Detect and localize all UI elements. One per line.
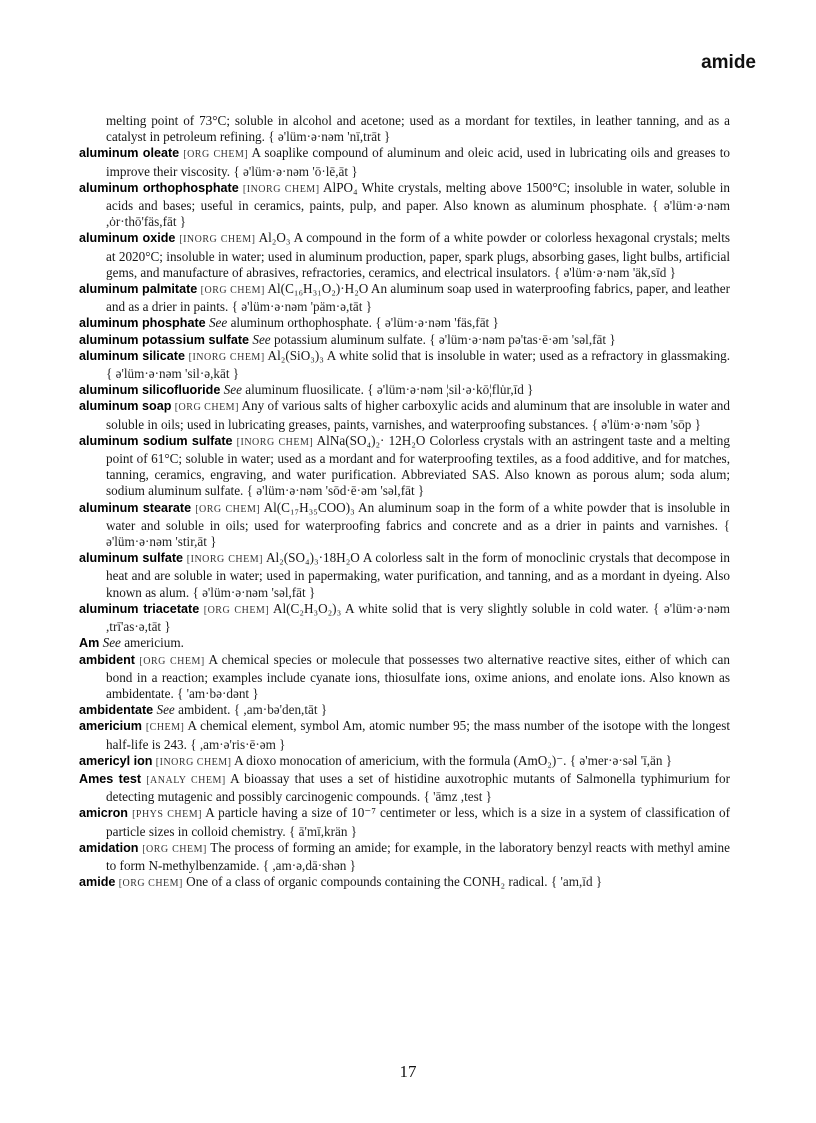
dictionary-entry [79, 113, 730, 145]
entry-definition: A chemical species or molecule that possesses two alternative reactive sites, either of which can bond in a reaction; examples include cyanate ions, thiosulfate ions, oxime anions, and enolate ions. Also known as ambidentate. [106, 651, 731, 701]
entry-headword: ambidentate [79, 703, 154, 718]
entry-headword: amicron [79, 806, 128, 821]
entry-headword: amide [79, 875, 116, 890]
entry-definition: aluminum orthophosphate. [230, 315, 372, 331]
entry-pronunciation: { 'am·bə·dənt } [177, 685, 259, 701]
entry-definition: A chemical element, symbol Am, atomic number 95; the mass number of the isotope with the longest half-life is 243. [106, 718, 730, 752]
dictionary-entry [79, 433, 730, 500]
entry-pronunciation: { ə'lüm·ə·nəm 'sōd·ē·əm 'səl,fāt } [246, 483, 425, 499]
entry-definition: A dioxo monocation of americium, with the formula (AmO₂)⁻. [234, 752, 567, 768]
entry-headword: aluminum triacetate [79, 601, 200, 616]
entry-subject-label: [ORG CHEM] [118, 878, 183, 890]
entry-definition: Any of various salts of higher carboxylic acids and aluminum that are insoluble in water and soluble in oils; used in lubricating greases, paints, varnishes, and waterproofing substances. [106, 398, 730, 432]
entry-definition: aluminum fluosilicate. [245, 382, 364, 398]
entry-see-reference: See [156, 702, 175, 718]
entry-subject-label: [PHYS CHEM] [132, 809, 202, 821]
entry-definition: A soaplike compound of aluminum and oleic acid, used in lubricating oils and greases to improve their viscosity. [106, 145, 731, 179]
entry-subject-label: [INORG CHEM] [236, 436, 314, 448]
entry-pronunciation: { ā'mī,krän } [288, 823, 358, 839]
entry-subject-label: [ORG CHEM] [142, 843, 207, 855]
entry-definition: Al(C₁₆H₃₁O₂)·H₂O An aluminum soap used in waterproofing fabrics, paper, and leather and as a drier in paints. [106, 281, 731, 315]
entry-pronunciation: { 'āmz ,test } [423, 789, 493, 805]
entry-subject-label: [ANALY CHEM] [146, 774, 226, 786]
entry-headword: aluminum silicofluoride [79, 383, 221, 398]
entry-headword: aluminum silicate [79, 348, 185, 363]
entry-subject-label: [CHEM] [145, 722, 185, 734]
dictionary-entry [79, 348, 730, 382]
dictionary-entry [79, 145, 730, 179]
entry-headword: aluminum phosphate [79, 316, 206, 331]
entry-subject-label: [INORG CHEM] [186, 554, 263, 566]
entry-definition: Al(C₁₇H₃₅COO)₃ An aluminum soap in the form of a white powder that is insoluble in water and soluble in oils; used for waterproofing fabrics and concrete and as a drier in paints and varnishes. [106, 499, 731, 533]
entry-headword: aluminum oxide [79, 231, 176, 246]
entry-pronunciation: { ,am·bə'den,tāt } [233, 702, 328, 718]
entry-see-reference: See [252, 331, 271, 347]
dictionary-entry [79, 601, 730, 635]
entry-definition: melting point of 73°C; soluble in alcohol and acetone; used as a mordant for textiles, in leather tanning, and as a catalyst in petroleum refining. [106, 113, 730, 145]
entry-definition: Al(C₂H₃O₂)₃ A white solid that is very slightly soluble in cold water. [272, 600, 649, 616]
entry-headword: ambident [79, 652, 135, 667]
entry-pronunciation: { ə'lüm·ə·nəm 'sōp } [591, 416, 701, 432]
dictionary-entry [79, 180, 730, 231]
entry-pronunciation: { ə'lüm·ə·nəm 'stir,āt } [106, 517, 730, 550]
entry-pronunciation: { ə'mer·ə·səl 'ī,än } [569, 752, 673, 768]
entry-subject-label: [ORG CHEM] [139, 655, 205, 667]
entry-definition: potassium aluminum sulfate. [273, 331, 426, 347]
entry-definition: Al₂(SiO₃)₃ A white solid that is insoluble in water; used as a refractory in glassmaking. [267, 347, 731, 363]
entry-headword: Am [79, 636, 100, 651]
entry-headword: aluminum soap [79, 399, 172, 414]
entry-headword: aluminum potassium sulfate [79, 332, 250, 347]
dictionary-entry [79, 230, 730, 281]
dictionary-entry [79, 840, 730, 874]
entry-see-reference: See [102, 635, 121, 651]
dictionary-entry [79, 382, 730, 398]
entry-list [79, 113, 730, 892]
entry-headword: aluminum oleate [79, 146, 180, 161]
dictionary-entry [79, 281, 730, 315]
entry-subject-label: [INORG CHEM] [155, 756, 232, 768]
entry-headword: aluminum palmitate [79, 282, 198, 297]
entry-pronunciation: { ə'lüm·ə·nəm 'sil·ə,kāt } [106, 366, 240, 382]
entry-headword: aluminum orthophosphate [79, 180, 239, 195]
entry-headword: aluminum stearate [79, 500, 192, 515]
entry-pronunciation: { ,am·ə,dā·shən } [262, 857, 356, 873]
entry-headword: aluminum sodium sulfate [79, 433, 233, 448]
entry-subject-label: [ORG CHEM] [200, 285, 265, 297]
entry-pronunciation: { ə'lüm·ə·nəm 'fäs,fāt } [375, 315, 499, 331]
entry-subject-label: [ORG CHEM] [183, 149, 249, 161]
entry-pronunciation: { ə'lüm·ə·nəm pə'tas·ē·əm 'səl,fāt } [429, 331, 616, 347]
entry-definition: A particle having a size of 10⁻⁷ centimeter or less, which is a size in a system of classification of particle sizes in colloid chemistry. [106, 805, 730, 839]
dictionary-entry [79, 753, 730, 771]
entry-headword: aluminum sulfate [79, 551, 184, 566]
entry-pronunciation: { ə'lüm·ə·nəm 'ō·lē,āt } [233, 163, 358, 179]
entry-definition: AlNa(SO₄)₂· 12H₂O Colorless crystals with an astringent taste and a melting point of 61°C; soluble in water; used as a mordant and for waterproofing textiles, as a food additive, and for matches, tanning, ceramics, engraving, and water purification. Abbreviated SAS. Also known as porous alum; soda alum; sodium aluminum sulfate. [106, 432, 730, 499]
entry-subject-label: [INORG CHEM] [242, 183, 320, 195]
running-head: amide [701, 52, 756, 73]
entry-subject-label: [ORG CHEM] [195, 503, 261, 515]
dictionary-entry [79, 805, 730, 839]
entry-definition: One of a class of organic compounds containing the CONH₂ radical. [186, 874, 548, 890]
entry-pronunciation: { ə'lüm·ə·nəm 'səl,fāt } [192, 584, 316, 600]
dictionary-entry [79, 652, 730, 703]
entry-see-reference: See [208, 315, 228, 331]
entry-definition: AlPO₄ White crystals, melting above 1500°C; insoluble in water, soluble in acids and bases; useful in ceramics, paints, pulp, and paper. Also known as aluminum phosphate. [106, 179, 731, 214]
dictionary-entry [79, 500, 730, 551]
entry-pronunciation: { 'am,īd } [550, 874, 603, 890]
entry-see-reference: See [223, 382, 242, 398]
dictionary-entry [79, 635, 730, 651]
entry-definition: A bioassay that uses a set of histidine auxotrophic mutants of Salmonella typhimurium for detecting mutagenic and possibly carcinogenic compounds. [106, 770, 730, 805]
entry-pronunciation: { ə'lüm·ə·nəm ,ȯr·thō'fäs,fāt } [106, 198, 730, 230]
entry-headword: americyl ion [79, 753, 153, 768]
entry-headword: americium [79, 719, 142, 734]
dictionary-entry [79, 874, 730, 892]
page-number: 17 [399, 1062, 417, 1081]
dictionary-entry [79, 702, 730, 718]
entry-definition: Al₂O₃ A compound in the form of a white powder or colorless hexagonal crystals; melts at 2020°C; insoluble in water; used in aluminum production, paper, spark plugs, absorbing gases, light bulbs, artificial gems, and manufacture of abrasives, refractories, ceramics, and electrical insulators. [106, 230, 730, 280]
entry-subject-label: [INORG CHEM] [179, 234, 256, 246]
entry-pronunciation: { ə'lüm·ə·nəm 'päm·ə,tāt } [231, 299, 373, 315]
dictionary-entry [79, 718, 730, 752]
entry-pronunciation: { ,am·ə'ris·ē·əm } [190, 736, 286, 752]
entry-pronunciation: { ə'lüm·ə·nəm 'äk,sīd } [553, 264, 676, 280]
dictionary-entry [79, 550, 730, 601]
dictionary-entry [79, 315, 730, 331]
entry-pronunciation: { ə'lüm·ə·nəm 'nī,trāt } [268, 129, 391, 145]
entry-definition: ambident. [178, 702, 231, 718]
entry-pronunciation: { ə'lüm·ə·nəm ¦sil·ə·kō¦flu̇r,īd } [367, 382, 534, 398]
entry-headword: amidation [79, 840, 139, 855]
entry-definition: americium. [124, 635, 184, 651]
entry-subject-label: [ORG CHEM] [174, 402, 239, 414]
entry-pronunciation: { ə'lüm·ə·nəm ,trī'as·ə,tāt } [106, 600, 730, 635]
entry-subject-label: [INORG CHEM] [188, 351, 265, 363]
dictionary-entry [79, 332, 730, 348]
entry-subject-label: [ORG CHEM] [203, 604, 270, 616]
dictionary-entry [79, 771, 730, 805]
entry-definition: The process of forming an amide; for example, in the laboratory benzyl reacts with methyl amine to form N-methylbenzamide. [106, 839, 731, 873]
entry-definition: Al₂(SO₄)₃·18H₂O A colorless salt in the form of monoclinic crystals that decompose in heat and are soluble in water; used in papermaking, water purification, and tanning, and as a mordant in dyeing. Also known as alum. [106, 550, 731, 600]
entry-headword: Ames test [79, 771, 142, 786]
dictionary-entry [79, 398, 730, 432]
